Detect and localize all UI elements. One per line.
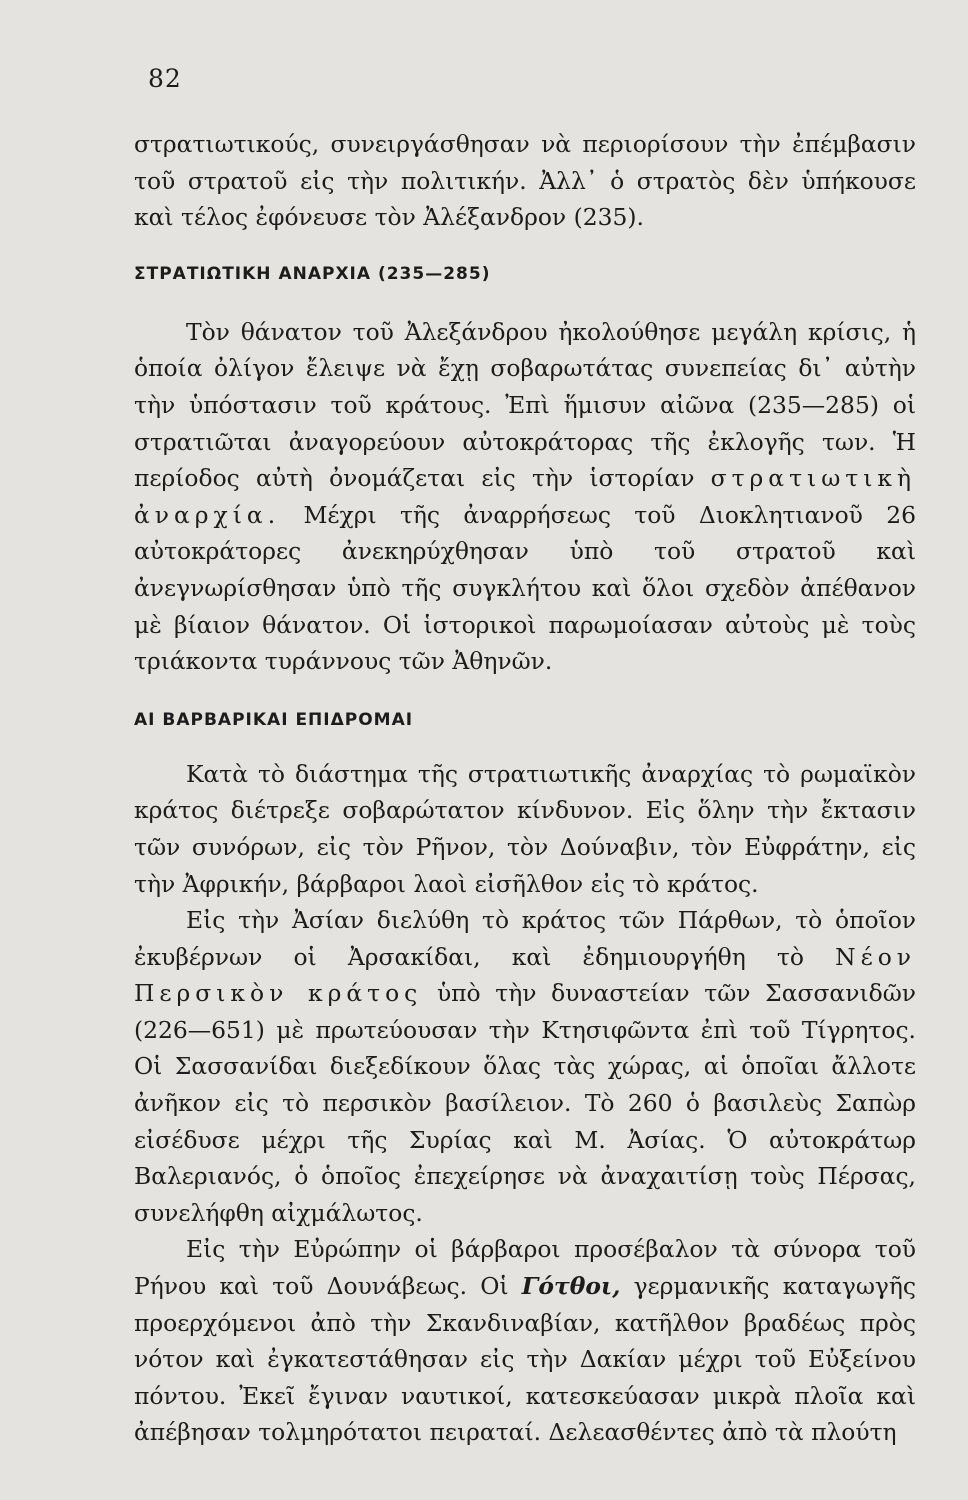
bold-term: Γότθοι,: [521, 1272, 621, 1301]
paragraph-text: Εἰς τὴν Ἀσίαν διελύθη τὸ κράτος τῶν Πάρθων, τὸ ὁποῖον ἐκυβέρνων οἱ Ἀρσακίδαι, καὶ ἐδημιουργήθη τὸ: [134, 906, 916, 971]
paragraph-text: Τὸν θάνατον τοῦ Ἀλεξάνδρου ἠκολούθησε μεγάλη κρίσις, ἡ ὁποία ὀλίγον ἔλειψε νὰ ἔχῃ σοβαρωτάτας συνεπείας δι᾽ αὐτὴν τὴν ὑπόστασιν τοῦ κράτους. Ἐπὶ ἥμισυν αἰῶνα (235—285) οἱ στρατιῶται ἀναγορεύουν αὐτοκράτορας τῆς ἐκλογῆς των. Ἡ περίοδος αὐτὴ ὀνομάζεται εἰς τὴν ἱστορίαν: [134, 317, 916, 493]
paragraph-text: Εἰς τὴν Εὐρώπην οἱ βάρβαροι προσέβαλον τὰ σύνορα τοῦ Ρήνου καὶ τοῦ Δουνάβεως. Οἱ: [134, 1235, 916, 1301]
page-number: 82: [148, 64, 182, 93]
paragraph-text: ὑπὸ τὴν δυναστείαν τῶν Σασσανιδῶν (226—651) μὲ πρωτεύουσαν τὴν Κτησιφῶντα ἐπὶ τοῦ Τίγρητος. Οἱ Σασσανίδαι διεξεδίκουν ὅλας τὰς χώρας, αἱ ὁποῖαι ἄλλοτε ἀνῆκον εἰς τὸ περσικὸν βασίλειον. Τὸ 260 ὁ βασιλεὺς Σαπὼρ εἰσέδυσε μέχρι τῆς Συρίας καὶ Μ. Ἀσίας. Ὁ αὐτοκράτωρ Βαλεριανός, ὁ ὁποῖος ἐπεχείρησε νὰ ἀναχαιτίσῃ τοὺς Πέρσας, συνελήφθη αἰχμάλωτος.: [134, 979, 916, 1227]
paragraph-invasions-intro: Κατὰ τὸ διάστημα τῆς στρατιωτικῆς ἀναρχίας τὸ ρωμαϊκὸν κράτος διέτρεξε σοβαρώτατον κίνδυνον. Εἰς ὅλην τὴν ἔκτασιν τῶν συνόρων, εἰς τὸν Ρῆνον, τὸν Δούναβιν, τὸν Εὐφράτην, εἰς τὴν Ἀφρικήν, βάρβαροι λαοὶ εἰσῆλθον εἰς τὸ κράτος.: [134, 759, 916, 898]
continuation-paragraph: στρατιωτικούς, συνειργάσθησαν νὰ περιορίσουν τὴν ἐπέμβασιν τοῦ στρατοῦ εἰς τὴν πολιτικήν. Ἀλλ᾽ ὁ στρατὸς δὲν ὑπήκουσε καὶ τέλος ἐφόνευσε τὸν Ἀλέξανδρον (235).: [134, 130, 916, 232]
section-heading-barbarian-invasions: ΑΙ ΒΑΡΒΑΡΙΚΑΙ ΕΠΙΔΡΟΜΑΙ: [134, 709, 414, 730]
section-heading-military-anarchy: ΣΤΡΑΤΙΩΤΙΚΗ ΑΝΑΡΧΙΑ (235—285): [134, 263, 491, 284]
paragraph-goths: [134, 1231, 916, 1451]
paragraph-text: γερμανικῆς καταγωγῆς προερχόμενοι ἀπὸ τὴν Σκανδιναβίαν, κατῆλθον βραδέως πρὸς νότον καὶ ἐγκατεστάθησαν εἰς τὴν Δακίαν μέχρι τοῦ Εὐξείνου πόντου. Ἐκεῖ ἔγιναν ναυτικοί, κατεσκεύασαν μικρὰ πλοῖα καὶ ἀπέβησαν τολμηρότατοι πειραταί. Δελεασθέντες ἀπὸ τὰ πλούτη: [134, 1272, 916, 1447]
paragraph-persia: [134, 902, 916, 1231]
spaced-term: Νέον Περσικὸν κράτος: [134, 942, 916, 1008]
paragraph-text: Μέχρι τῆς ἀναρρήσεως τοῦ Διοκλητιανοῦ 26 αὐτοκράτορες ἀνεκηρύχθησαν ὑπὸ τοῦ στρατοῦ καὶ ἀνεγνωρίσθησαν ὑπὸ τῆς συγκλήτου καὶ ὅλοι σχεδὸν ἀπέθανον μὲ βίαιον θάνατον. Οἱ ἱστορικοὶ παρωμοίασαν αὐτοὺς μὲ τοὺς τριάκοντα τυράννους τῶν Ἀθηνῶν.: [134, 500, 916, 676]
spaced-term: στρατιωτικὴ ἀναρχία.: [134, 464, 917, 529]
page-text: [134, 126, 916, 1451]
paragraph-military-anarchy: [134, 314, 916, 680]
